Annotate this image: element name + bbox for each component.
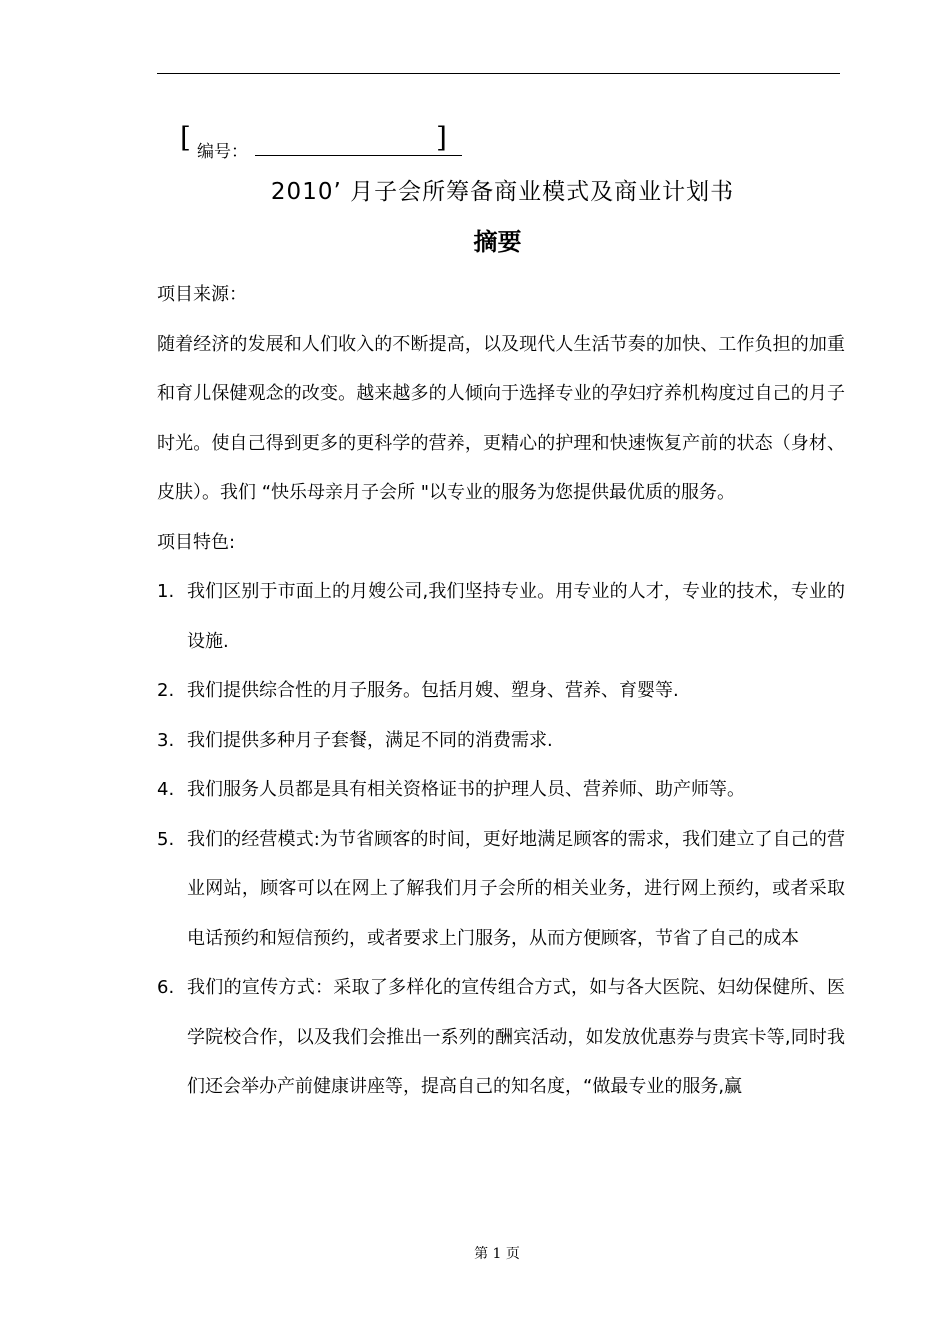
list-item-number: 5. — [157, 828, 175, 850]
close-bracket: ] — [436, 121, 447, 154]
list-item — [157, 666, 845, 716]
document-subtitle: 摘要 — [473, 228, 522, 256]
list-item-number: 3. — [157, 729, 175, 751]
doc-number-blank-line — [255, 155, 462, 156]
list-item — [157, 815, 845, 964]
list-item-text: 我们的宣传方式：采取了多样化的宣传组合方式，如与各大医院、妇幼保健所、医学院校合作，以及我们会推出一系列的酬宾活动，如发放优惠券与贵宾卡等,同时我们还会举办产前健康讲座等，提高自己的知名度，“做最专业的服务,赢 — [187, 977, 845, 1097]
list-item — [157, 716, 845, 766]
document-body — [157, 270, 845, 1112]
doc-number-label: 编号： — [197, 142, 248, 162]
list-item-text: 我们区别于市面上的月嫂公司,我们坚持专业。用专业的人才，专业的技术，专业的设施. — [187, 581, 845, 652]
list-item-text: 我们提供综合性的月子服务。包括月嫂、塑身、营养、育婴等. — [187, 680, 679, 701]
header-rule — [157, 73, 840, 74]
section-heading-source: 项目来源： — [157, 284, 247, 305]
list-item — [157, 765, 845, 815]
list-item-text: 我们提供多种月子套餐，满足不同的消费需求. — [187, 729, 553, 751]
list-item-number: 4. — [157, 779, 175, 800]
list-item-text: 我们服务人员都是具有相关资格证书的护理人员、营养师、助产师等。 — [187, 779, 745, 800]
list-item-number: 2. — [157, 680, 175, 701]
list-item-number: 1. — [157, 581, 175, 602]
section-heading-features: 项目特色: — [157, 531, 236, 553]
document-title: 2010’ 月子会所筹备商业模式及商业计划书 — [270, 179, 735, 205]
feature-list — [157, 567, 845, 1112]
doc-number-field — [180, 121, 470, 162]
list-item — [157, 963, 845, 1112]
list-item-text: 我们的经营模式:为节省顾客的时间，更好地满足顾客的需求，我们建立了自己的营业网站，顾客可以在网上了解我们月子会所的相关业务，进行网上预约，或者采取电话预约和短信预约，或者要求上门服务，从而方便顾客，节省了自己的成本 — [187, 828, 845, 949]
section-body-source: 随着经济的发展和人们收入的不断提高，以及现代人生活节奏的加快、工作负担的加重和育儿保健观念的改变。越来越多的人倾向于选择专业的孕妇疗养机构度过自己的月子时光。使自己得到更多的更科学的营养，更精心的护理和快速恢复产前的状态（身材、皮肤）。我们 “快乐母亲月子会所 "以专业的服务为您提供最优质的服务。 — [157, 333, 845, 503]
page-number-footer: 第 1 页 — [474, 1246, 520, 1262]
list-item-number: 6. — [157, 977, 175, 998]
open-bracket: [ — [180, 121, 191, 154]
list-item — [157, 567, 845, 666]
